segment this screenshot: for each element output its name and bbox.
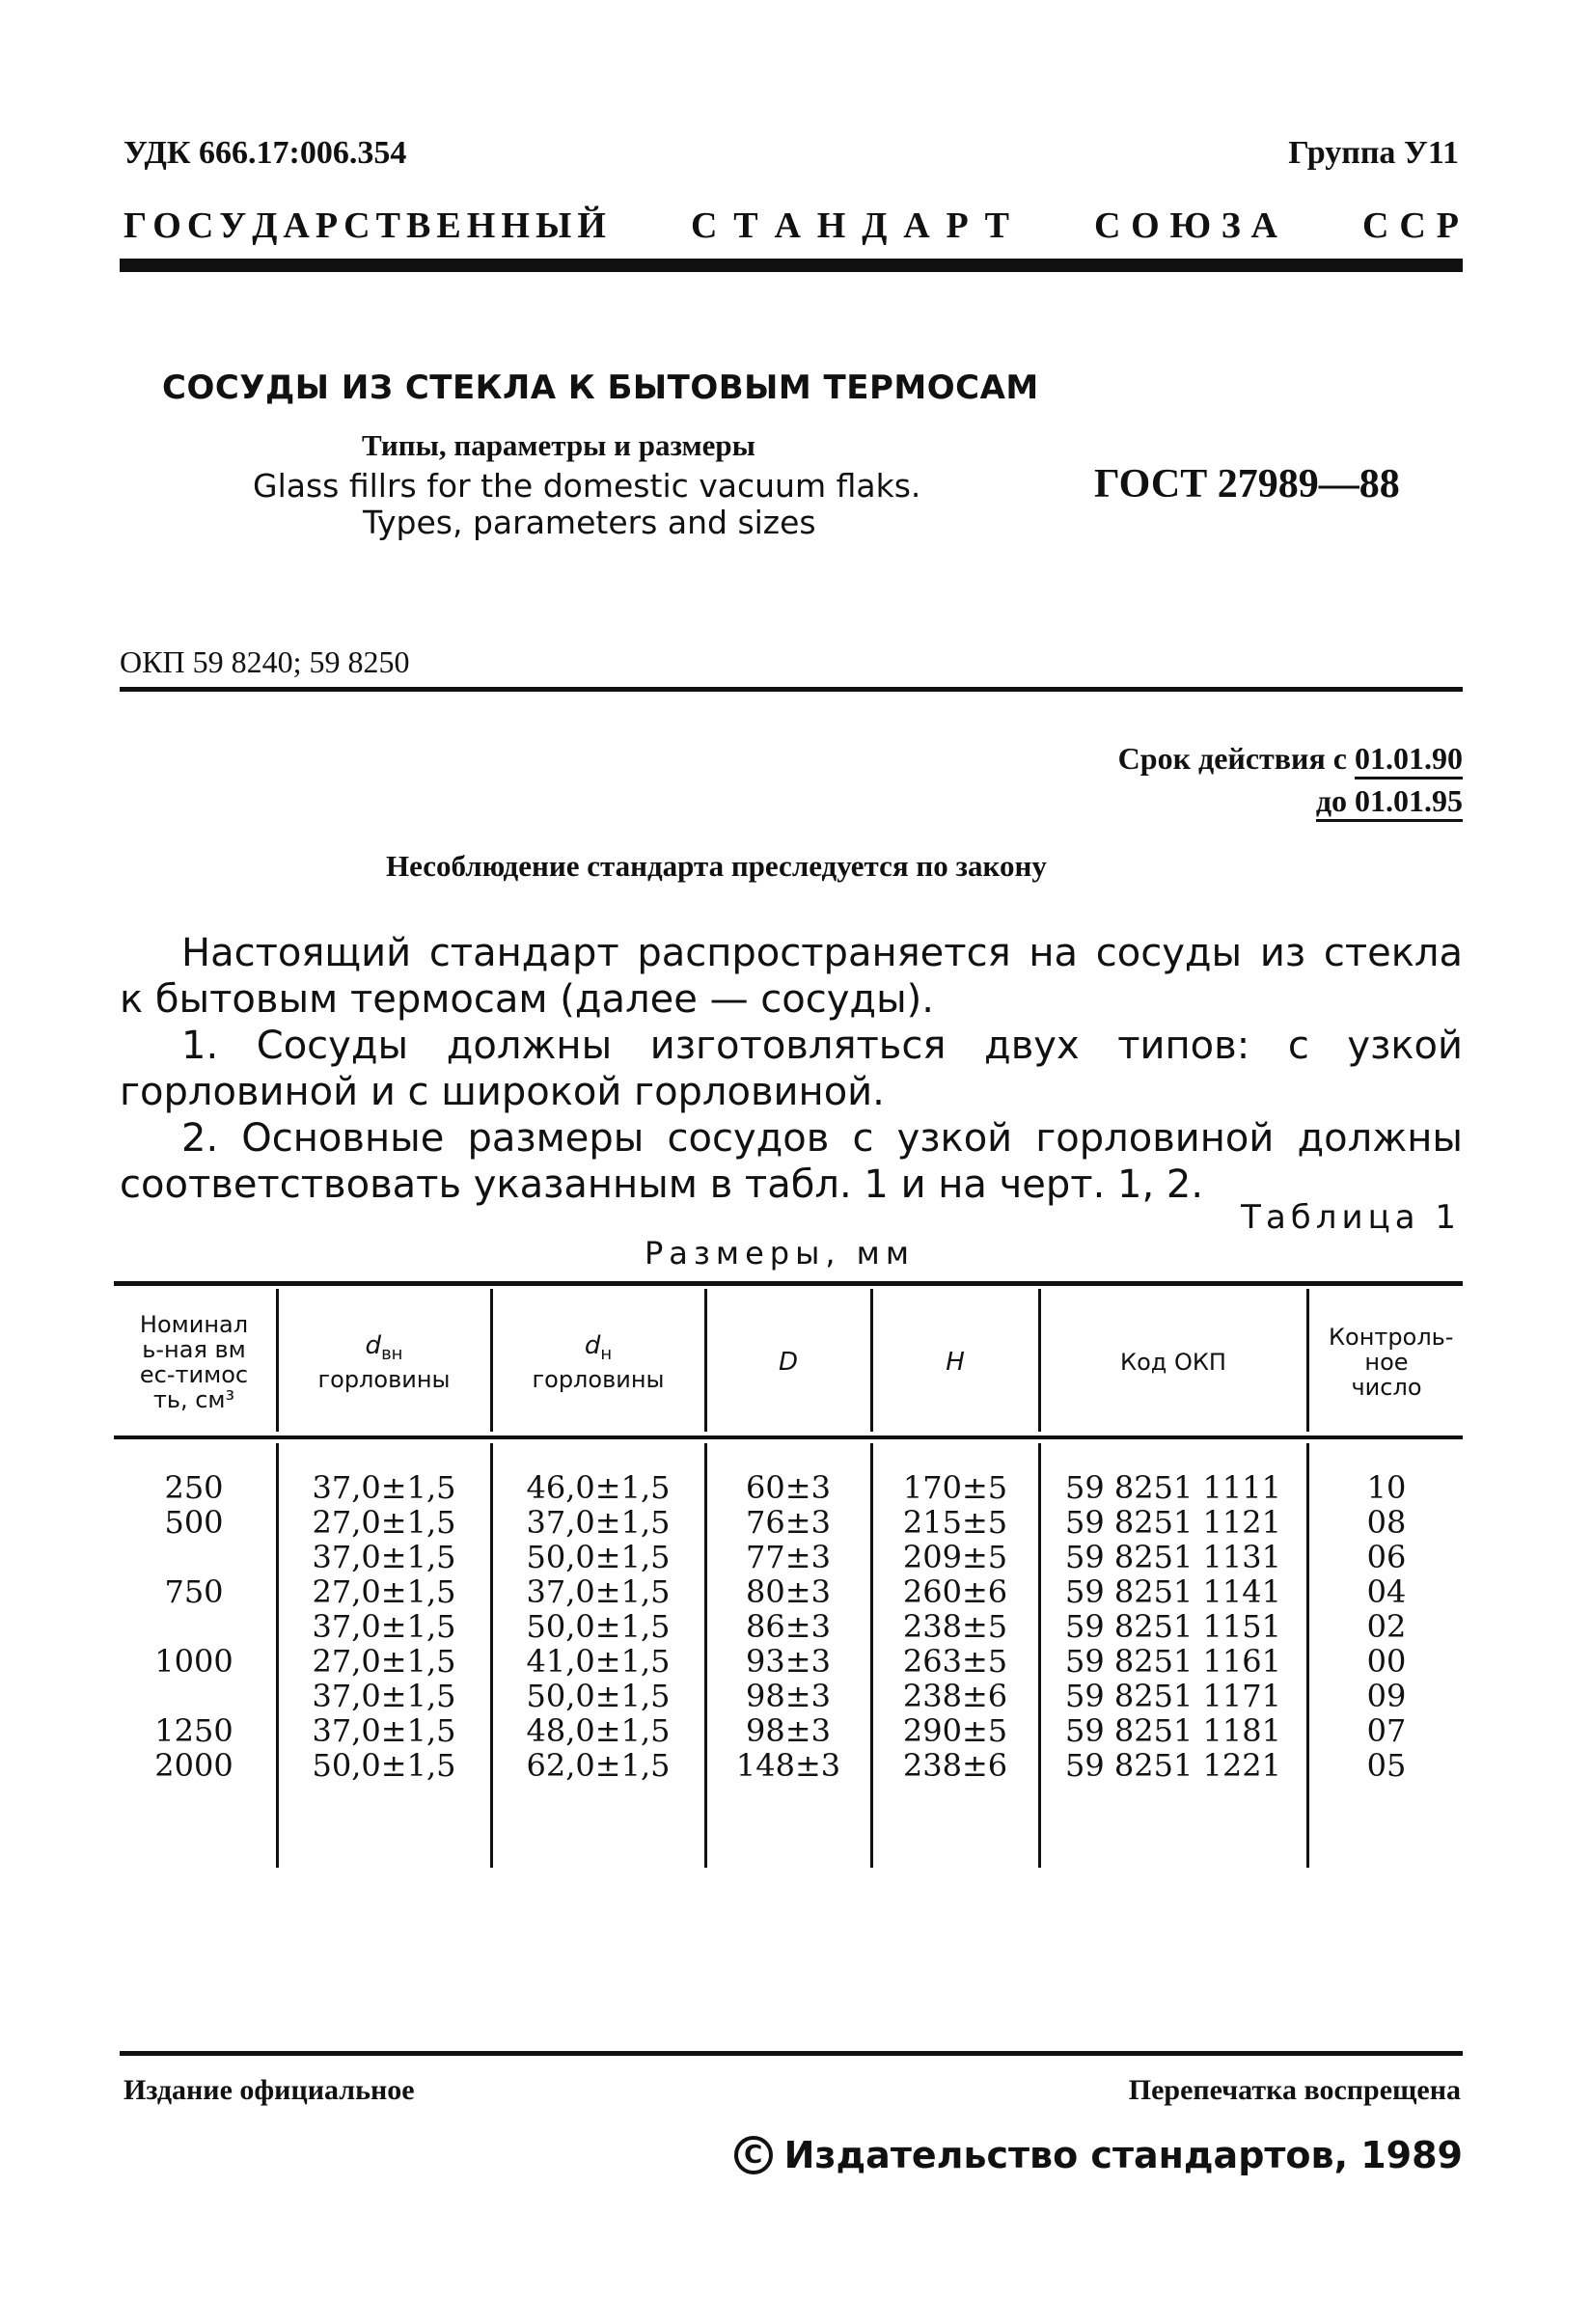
table-divider	[1306, 1289, 1309, 1432]
gov-letter: Т	[984, 205, 1009, 246]
gov-letter: Д	[252, 205, 278, 246]
gov-letter: С	[1094, 205, 1121, 246]
paragraph-2: 2. Основные размеры сосудов с узкой горловиной должны соответствовать указанным в табл. 1 и на черт. 1, 2.	[120, 1116, 1463, 1207]
header-H-text: H	[946, 1348, 965, 1377]
header-check-number-text: Контроль-ное число	[1329, 1324, 1454, 1401]
column-capacity	[114, 1470, 274, 1783]
table-cell: 05	[1366, 1747, 1407, 1784]
table-cell: 37,0±1,5	[312, 1678, 456, 1714]
gov-letter: Н	[816, 205, 846, 246]
table-cell: 80±3	[746, 1573, 831, 1610]
gov-letter: А	[903, 205, 930, 246]
table-cell: 98±3	[746, 1678, 831, 1714]
column-check-number	[1310, 1470, 1463, 1783]
gost-number: ГОСТ 27989—88	[1094, 462, 1400, 506]
document-subtitle: Типы, параметры и размеры	[362, 428, 755, 462]
table-cell: 62,0±1,5	[526, 1747, 671, 1784]
document-title: СОСУДЫ ИЗ СТЕКЛА К БЫТОВЫМ ТЕРМОСАМ	[162, 369, 1039, 407]
header-check-number	[1310, 1295, 1463, 1430]
dimensions-table	[114, 1281, 1463, 1872]
gov-letter: Й	[577, 205, 606, 246]
gov-letter: Н	[501, 205, 530, 246]
validity-from-label: Срок действия с	[1117, 741, 1355, 776]
table-cell: 2000	[154, 1747, 233, 1784]
gov-letter: О	[152, 205, 181, 246]
gov-letter: Н	[466, 205, 496, 246]
table-cell: 77±3	[746, 1539, 831, 1575]
header-capacity	[114, 1295, 274, 1430]
table-cell: 238±5	[902, 1608, 1008, 1645]
gov-letter: Р	[315, 205, 339, 246]
column-H	[874, 1470, 1036, 1783]
table-cell: 1250	[154, 1712, 233, 1749]
table-cell: 37,0±1,5	[526, 1504, 671, 1541]
table-cell: 1000	[154, 1643, 233, 1680]
table-cell: 10	[1366, 1469, 1407, 1506]
gov-letter: Е	[436, 205, 461, 246]
udk-code: УДК 666.17:006.354	[124, 135, 407, 171]
table-top-rule	[114, 1281, 1463, 1286]
table-cell: 59 8251 1161	[1065, 1643, 1281, 1680]
table-cell: 750	[164, 1573, 224, 1610]
english-title-line-2: Types, parameters and sizes	[363, 504, 816, 541]
body-text	[120, 930, 1463, 1208]
column-okp-code	[1042, 1470, 1304, 1783]
table-header-rule	[114, 1435, 1463, 1439]
table-cell	[114, 1609, 274, 1644]
table-cell: 98±3	[746, 1712, 831, 1749]
table-cell: 59 8251 1221	[1065, 1747, 1281, 1784]
gov-letter: С	[1399, 205, 1426, 246]
table-divider	[276, 1289, 279, 1432]
okp-rule	[120, 687, 1463, 692]
table-cell: 500	[164, 1504, 224, 1541]
table-cell: 37,0±1,5	[526, 1573, 671, 1610]
table-cell: 209±5	[902, 1539, 1008, 1575]
gov-letter: С	[343, 205, 371, 246]
header-d-outer-label: горловины	[532, 1365, 665, 1393]
header-capacity-text: Номиналь-ная вмес-тимость, см³	[139, 1311, 249, 1413]
table-divider	[704, 1289, 707, 1432]
table-divider	[870, 1289, 873, 1432]
table-label: Таблица 1	[1241, 1198, 1461, 1237]
copyright	[734, 2134, 1463, 2176]
gov-letter: В	[406, 205, 431, 246]
table-cell: 50,0±1,5	[526, 1678, 671, 1714]
table-cell: 50,0±1,5	[526, 1608, 671, 1645]
validity-to	[1118, 779, 1463, 822]
table-cell: 02	[1366, 1608, 1407, 1645]
gov-letter: Р	[946, 205, 969, 246]
validity-to-date: 01.01.95	[1355, 783, 1463, 818]
table-divider	[276, 1443, 279, 1868]
table-cell: 215±5	[902, 1504, 1008, 1541]
validity-to-label: до	[1315, 783, 1355, 818]
table-cell: 41,0±1,5	[526, 1643, 671, 1680]
table-cell: 06	[1366, 1539, 1407, 1575]
gov-letter: Р	[1436, 205, 1459, 246]
table-cell: 59 8251 1181	[1065, 1712, 1281, 1749]
validity-to-underlined	[1316, 783, 1463, 822]
table-cell: 37,0±1,5	[312, 1608, 456, 1645]
gov-letter: Ю	[1169, 205, 1212, 246]
gov-word-2	[691, 205, 1009, 247]
table-cell: 48,0±1,5	[526, 1712, 671, 1749]
gov-letter: Ы	[535, 205, 572, 246]
okp-codes: ОКП 59 8240; 59 8250	[120, 644, 410, 679]
table-cell: 59 8251 1141	[1065, 1573, 1281, 1610]
table-cell: 93±3	[746, 1643, 831, 1680]
table-cell: 238±6	[902, 1678, 1008, 1714]
table-cell: 290±5	[902, 1712, 1008, 1749]
gov-word-4	[1362, 205, 1459, 247]
group-code: Группа У11	[1288, 135, 1459, 171]
table-cell: 27,0±1,5	[312, 1643, 456, 1680]
table-cell: 37,0±1,5	[312, 1539, 456, 1575]
validity-period	[1118, 737, 1463, 822]
footer-rule	[120, 2051, 1463, 2056]
state-standard-heading	[124, 205, 1459, 247]
table-cell: 263±5	[902, 1643, 1008, 1680]
table-divider	[1038, 1289, 1041, 1432]
table-cell: 250	[164, 1469, 224, 1506]
header-d-outer-symbol: d	[584, 1330, 601, 1360]
header-d-inner-subscript: вн	[381, 1343, 403, 1364]
table-cell: 260±6	[902, 1573, 1008, 1610]
table-cell: 76±3	[746, 1504, 831, 1541]
header-okp-code	[1042, 1295, 1304, 1430]
table-divider	[1038, 1443, 1041, 1868]
reprint-prohibited: Перепечатка воспрещена	[1128, 2074, 1461, 2106]
gov-letter: Д	[862, 205, 888, 246]
header-D	[708, 1295, 868, 1430]
gov-letter: Т	[375, 205, 400, 246]
table-cell: 46,0±1,5	[526, 1469, 671, 1506]
header-H	[874, 1295, 1036, 1430]
table-cell: 59 8251 1121	[1065, 1504, 1281, 1541]
table-cell: 50,0±1,5	[526, 1539, 671, 1575]
gov-letter: О	[1131, 205, 1160, 246]
table-cell: 59 8251 1171	[1065, 1678, 1281, 1714]
gov-word-1	[124, 205, 606, 247]
table-divider	[870, 1443, 873, 1868]
gov-word-3	[1094, 205, 1277, 247]
header-rule	[120, 259, 1463, 272]
column-d-outer	[494, 1470, 702, 1783]
header-d-inner-symbol: d	[365, 1330, 382, 1360]
table-cell: 07	[1366, 1712, 1407, 1749]
gov-letter: С	[691, 205, 718, 246]
table-cell: 37,0±1,5	[312, 1469, 456, 1506]
table-cell: 59 8251 1111	[1065, 1469, 1281, 1506]
validity-from-date: 01.01.90	[1355, 741, 1463, 779]
header-d-inner	[280, 1295, 488, 1430]
gov-letter: Г	[124, 205, 148, 246]
gov-letter: С	[1362, 205, 1389, 246]
table-units: Размеры, мм	[645, 1235, 915, 1271]
copyright-icon: C	[734, 2136, 773, 2174]
header-d-inner-text	[317, 1330, 451, 1393]
header-d-outer-text	[532, 1330, 665, 1393]
header-D-text: D	[778, 1348, 799, 1377]
table-divider	[490, 1443, 493, 1868]
table-cell: 08	[1366, 1504, 1407, 1541]
official-edition: Издание официальное	[124, 2074, 415, 2106]
table-cell: 60±3	[746, 1469, 831, 1506]
validity-from	[1118, 737, 1463, 779]
paragraph-1: 1. Сосуды должны изготовляться двух типов: с узкой горловиной и с широкой горловиной.	[120, 1024, 1463, 1114]
gov-letter: А	[774, 205, 801, 246]
table-cell: 59 8251 1151	[1065, 1608, 1281, 1645]
gov-letter: У	[219, 205, 247, 246]
gov-letter: А	[1250, 205, 1277, 246]
header-d-outer	[494, 1295, 702, 1430]
table-cell: 59 8251 1131	[1065, 1539, 1281, 1575]
law-notice: Несоблюдение стандарта преследуется по закону	[386, 849, 1047, 883]
paragraph-intro: Настоящий стандарт распространяется на сосуды из стекла к бытовым термосам (далее — сосуды).	[120, 931, 1463, 1022]
table-cell	[114, 1540, 274, 1574]
gov-letter: А	[283, 205, 310, 246]
gov-letter: С	[186, 205, 214, 246]
english-title-line-1: Glass fillrs for the domestic vacuum flaks.	[253, 467, 921, 505]
table-divider	[490, 1289, 493, 1432]
table-cell: 148±3	[735, 1747, 841, 1784]
table-cell: 00	[1366, 1643, 1407, 1680]
table-divider	[1306, 1443, 1309, 1868]
table-cell: 37,0±1,5	[312, 1712, 456, 1749]
table-cell: 09	[1366, 1678, 1407, 1714]
header-d-outer-subscript: н	[600, 1343, 613, 1364]
table-divider	[704, 1443, 707, 1868]
gov-letter: З	[1221, 205, 1241, 246]
header-d-inner-label: горловины	[317, 1365, 451, 1393]
table-cell: 86±3	[746, 1608, 831, 1645]
table-cell: 170±5	[902, 1469, 1008, 1506]
column-D	[708, 1470, 868, 1783]
table-cell: 04	[1366, 1573, 1407, 1610]
copyright-text: Издательство стандартов, 1989	[783, 2134, 1463, 2176]
gov-letter: Т	[733, 205, 758, 246]
table-cell: 238±6	[902, 1747, 1008, 1784]
table-cell: 27,0±1,5	[312, 1504, 456, 1541]
header-okp-code-text: Код ОКП	[1120, 1349, 1226, 1376]
table-cell: 50,0±1,5	[312, 1747, 456, 1784]
table-cell	[114, 1679, 274, 1713]
column-d-inner	[280, 1470, 488, 1783]
table-cell: 27,0±1,5	[312, 1573, 456, 1610]
